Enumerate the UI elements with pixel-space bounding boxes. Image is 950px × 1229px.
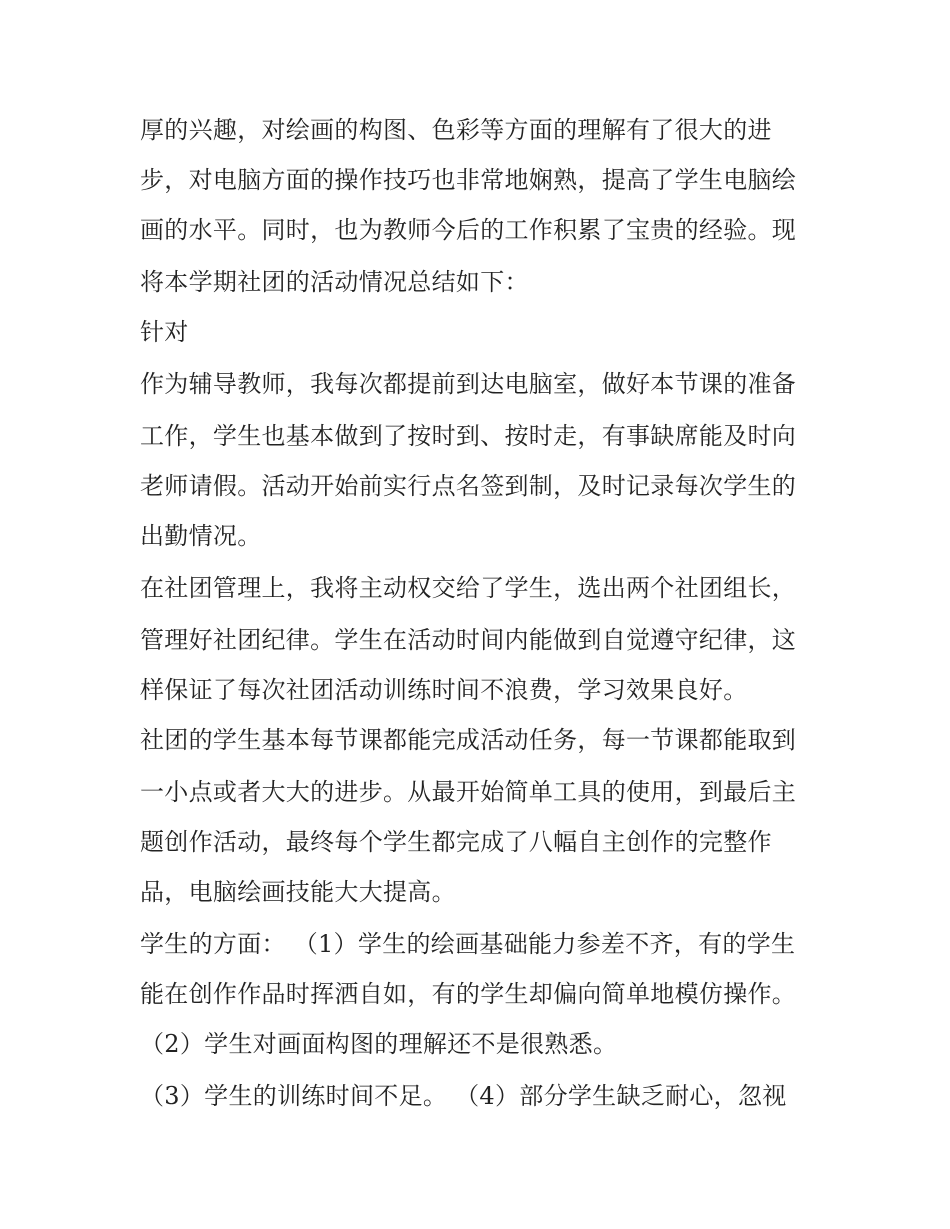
text-line: 步，对电脑方面的操作技巧也非常地娴熟，提高了学生电脑绘 [140,166,797,194]
text-line: 工作，学生也基本做到了按时到、按时走，有事缺席能及时向 [140,422,797,450]
text-line: 将本学期社团的活动情况总结如下： [140,268,529,296]
text-line: 出勤情况。 [140,522,262,550]
text-line: 厚的兴趣，对绘画的构图、色彩等方面的理解有了很大的进 [140,116,772,144]
text-line: 管理好社团纪律。学生在活动时间内能做到自觉遵守纪律，这 [140,626,797,654]
text-line: 能在创作作品时挥洒自如，有的学生却偏向简单地模仿操作。 [140,980,797,1008]
text-line: 品，电脑绘画技能大大提高。 [140,878,456,906]
text-line: 作为辅导教师，我每次都提前到达电脑室，做好本节课的准备 [140,370,797,398]
text-line: 老师请假。活动开始前实行点名签到制，及时记录每次学生的 [140,472,797,500]
text-line: 针对 [140,318,189,346]
text-line: 画的水平。同时，也为教师今后的工作积累了宝贵的经验。现 [140,216,797,244]
text-line: 学生的方面： （1）学生的绘画基础能力参差不齐，有的学生 [140,930,796,958]
text-line: 样保证了每次社团活动训练时间不浪费，学习效果良好。 [140,676,748,704]
text-line: （3）学生的训练时间不足。 （4）部分学生缺乏耐心，忽视 [140,1082,787,1110]
text-line: 题创作活动，最终每个学生都完成了八幅自主创作的完整作 [140,828,772,856]
text-line: 一小点或者大大的进步。从最开始简单工具的使用，到最后主 [140,778,797,806]
text-line: （2）学生对画面构图的理解还不是很熟悉。 [140,1030,618,1058]
text-line: 社团的学生基本每节课都能完成活动任务，每一节课都能取到 [140,726,797,754]
text-line: 在社团管理上，我将主动权交给了学生，选出两个社团组长， [140,574,797,602]
